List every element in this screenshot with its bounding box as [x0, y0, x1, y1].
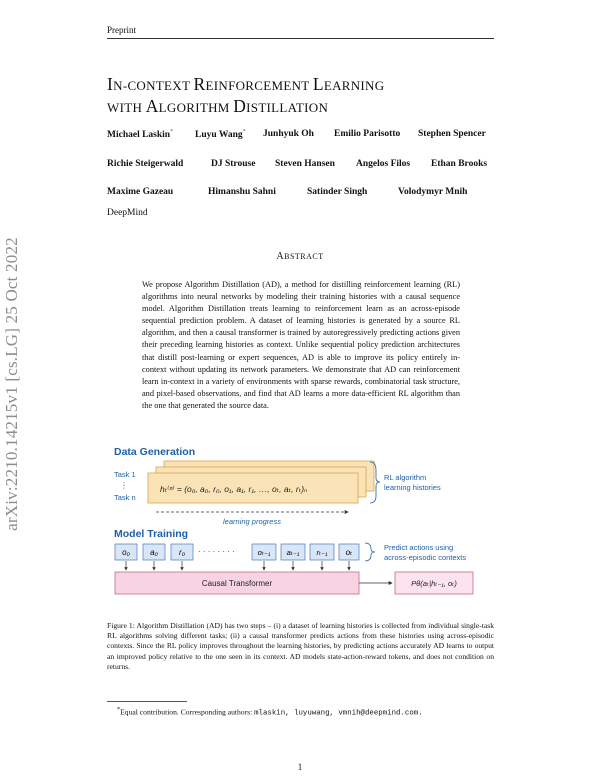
causal-transformer-label: Causal Transformer [201, 579, 273, 588]
author-name: DJ Strouse [211, 159, 256, 169]
task-1-label: Task 1 [114, 470, 136, 479]
token-r0 [171, 544, 193, 560]
footnote: *Equal contribution. Corresponding authors: mlaskin, luyuwang, vmnih@deepmind.com. [117, 706, 423, 718]
title-line-2: WITH ALGORITHM DISTILLATION [107, 96, 329, 116]
svg-text:rₜ₋₁: rₜ₋₁ [316, 548, 328, 557]
author-name: Richie Steigerwald [107, 159, 184, 169]
author-name: Ethan Brooks [431, 159, 488, 169]
learning-progress-label: learning progress [223, 517, 281, 526]
title-line-1: IN-CONTEXT REINFORCEMENT LEARNING [107, 74, 385, 94]
author-name: Satinder Singh [307, 187, 368, 197]
svg-text:oₜ: oₜ [345, 548, 353, 557]
running-header: Preprint [107, 25, 136, 35]
author-name: Luyu Wang* [195, 129, 246, 141]
history-formula: hₜ⁽ⁿ⁾ = (o₀, a₀, r₀, o₁, a₁, r₁, …, oₜ, aₜ, rₜ)ₙ [160, 484, 308, 494]
author-name: Stephen Spencer [418, 129, 486, 139]
author-name: Angelos Filos [356, 159, 411, 169]
token-ellipsis: · · · · · · · · [198, 547, 235, 556]
affiliation: DeepMind [107, 208, 148, 218]
token-o-t-minus-1 [252, 544, 276, 560]
token-o0 [115, 544, 137, 560]
rl-note-line-2: learning histories [384, 483, 441, 492]
policy-output-label: Pθ(aₜ|hₜ₋₁, oₜ) [411, 579, 457, 588]
svg-text:oₜ₋₁: oₜ₋₁ [257, 548, 271, 557]
rl-note-line-1: RL algorithm [384, 473, 427, 482]
author-name: Steven Hansen [275, 159, 335, 169]
footnote-rule [107, 701, 187, 702]
svg-text:o₀: o₀ [122, 548, 130, 557]
svg-text:r₀: r₀ [178, 548, 186, 557]
author-name: Volodymyr Mnih [398, 187, 468, 197]
model-training-title: Model Training [114, 528, 189, 540]
predict-note-line-1: Predict actions using [384, 543, 454, 552]
figure-algorithm-distillation [100, 440, 500, 620]
token-a-t-minus-1 [281, 544, 305, 560]
abstract-heading: ABSTRACT [276, 251, 324, 262]
figure-caption: Figure 1: Algorithm Distillation (AD) has two steps – (i) a dataset of learning histories is collected from individual single-task RL algorithms solving different tasks; (ii) a causal transformer predicts actions from these histories using across-episodic contexts. Since the RL policy improves throughout the learning histories, by predicting actions accurately AD learns to output an improved policy relative to the one seen in its context. AD models state-action-reward tokens, and does not condition on returns. [107, 621, 494, 671]
predict-note-brace [365, 543, 375, 561]
author-name: Junhyuk Oh [263, 129, 314, 139]
author-name: Michael Laskin* [107, 129, 174, 141]
data-generation-title: Data Generation [114, 446, 196, 458]
author-name: Maxime Gazeau [107, 187, 174, 197]
author-name: Emilio Parisotto [334, 129, 401, 139]
paper-title [107, 74, 384, 118]
abstract-text: We propose Algorithm Distillation (AD), a method for distilling reinforcement learning (RL) algorithms into neural networks by modeling their training histories with a causal sequence model. Algorithm Distillation treats learning to reinforcement learn as an across-episode sequential prediction problem. A dataset of learning histories is generated by a source RL algorithm, and then a causal transformer is trained by autoregressively predicting actions given their preceding learning histories as context. Unlike sequential policy prediction architectures that distill post-learning or expert sequences, AD is able to improve its policy entirely in-context without updating its network parameters. We demonstrate that AD can reinforcement learn in-context in a variety of environments with sparse rewards, combinatorial task structure, and pixel-based observations, and find that AD learns a more data-efficient RL algorithm than the one that generated the source data. [142, 280, 460, 410]
predict-note-line-2: across-episodic contexts [384, 553, 467, 562]
svg-text:aₜ₋₁: aₜ₋₁ [286, 548, 300, 557]
svg-text:a₀: a₀ [150, 548, 158, 557]
token-r-t-minus-1 [310, 544, 334, 560]
author-name: Himanshu Sahni [208, 187, 276, 197]
arxiv-identifier-stamp: arXiv:2210.14215v1 [cs.LG] 25 Oct 2022 [2, 237, 21, 531]
token-a0 [143, 544, 165, 560]
token-arrows [126, 561, 349, 570]
page-number: 1 [297, 762, 303, 772]
task-n-label: Task n [114, 493, 136, 502]
token-o-t [339, 544, 359, 560]
task-ellipsis: ⋮ [120, 481, 128, 490]
header-rule [107, 38, 494, 39]
